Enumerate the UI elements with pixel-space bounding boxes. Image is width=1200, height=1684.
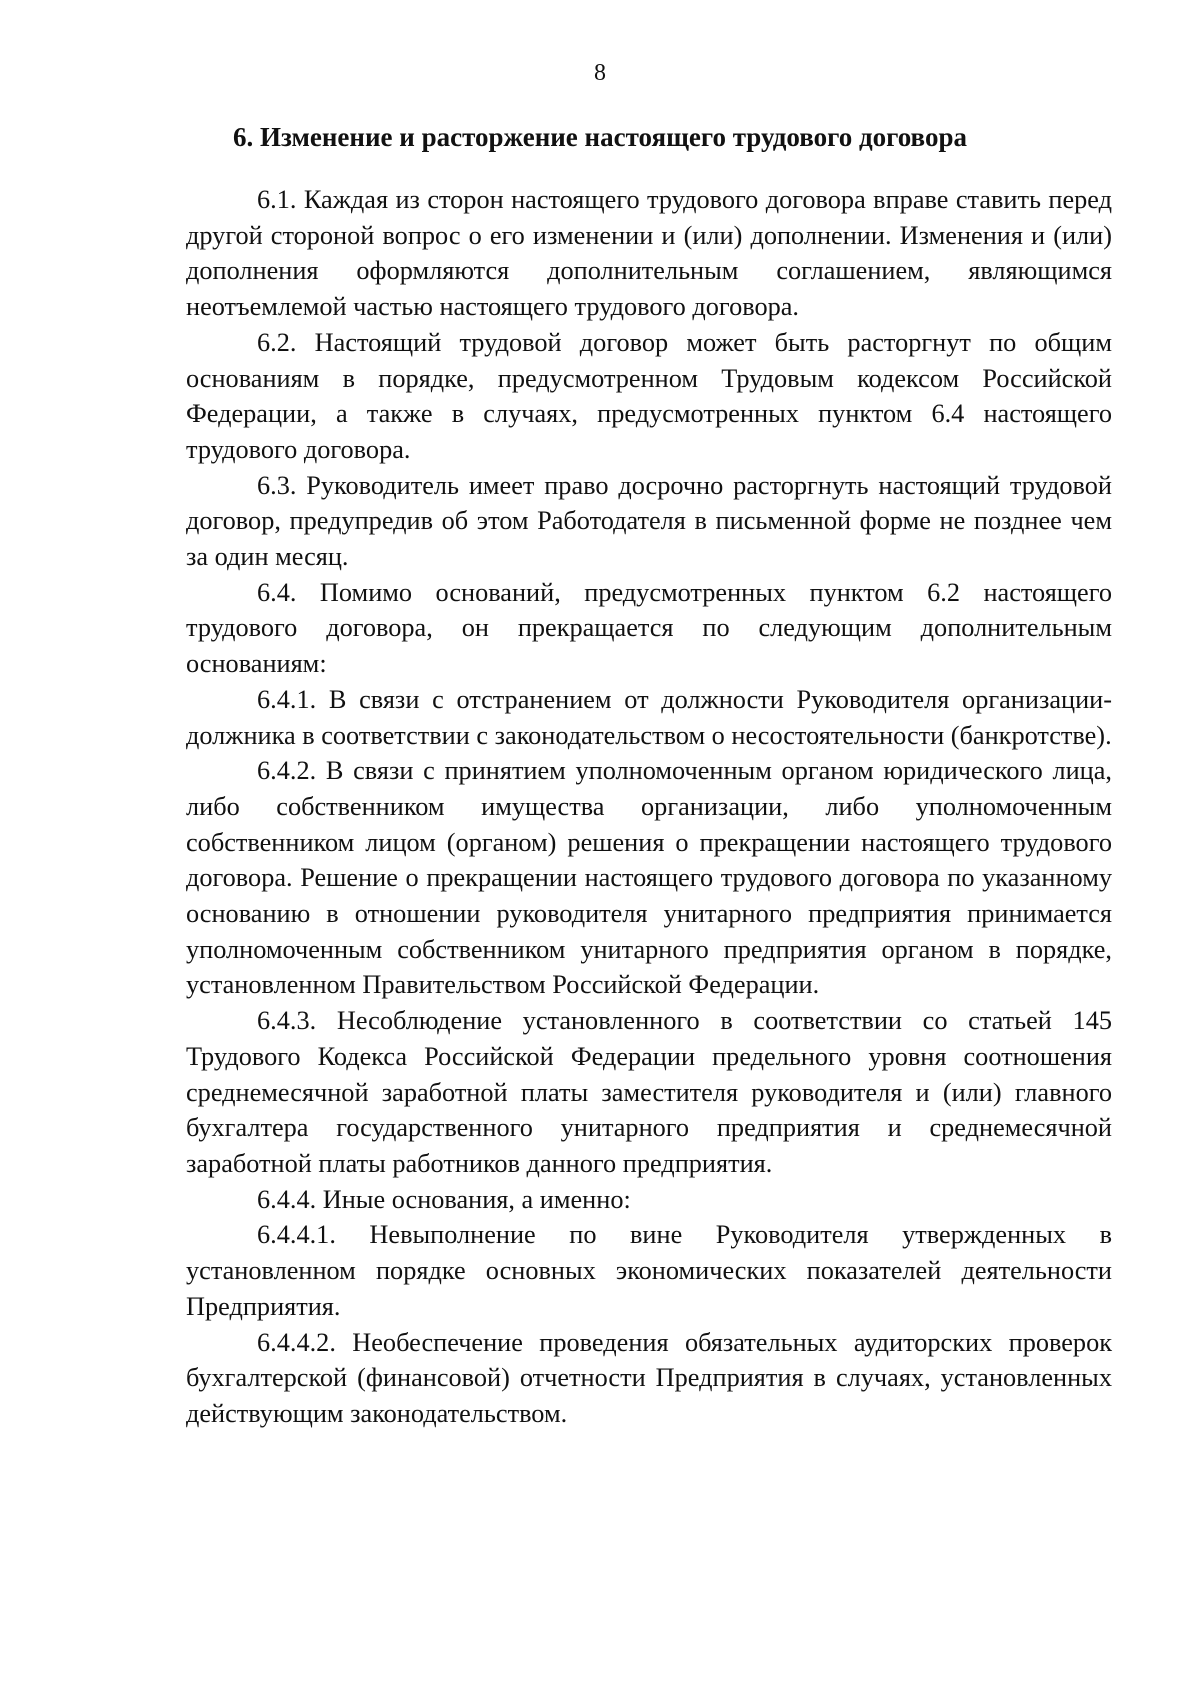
paragraph-6-1: 6.1. Каждая из сторон настоящего трудового договора вправе ставить перед другой стороной вопрос о его изменении и (или) дополнении. Изменения и (или) дополнения оформляются дополнительным соглашением, являющимся неотъемлемой частью настоящего трудового договора.	[186, 185, 1112, 322]
document-body	[186, 182, 1112, 1432]
paragraph-6-4-4-1: 6.4.4.1. Невыполнение по вине Руководителя утвержденных в установленном порядке основных экономических показателей деятельности Предприятия.	[186, 1220, 1112, 1321]
paragraph-6-4: 6.4. Помимо оснований, предусмотренных пунктом 6.2 настоящего трудового договора, он прекращается по следующим дополнительным основаниям:	[186, 577, 1112, 679]
paragraph-6-4-4-2: 6.4.4.2. Необеспечение проведения обязательных аудиторских проверок бухгалтерской (финансовой) отчетности Предприятия в случаях, установленных действующим законодательством.	[186, 1327, 1112, 1428]
page-number: 8	[594, 60, 606, 86]
paragraph-6-2: 6.2. Настоящий трудовой договор может быть расторгнут по общим основаниям в порядке, предусмотренном Трудовым кодексом Российской Федерации, а также в случаях, предусмотренных пунктом 6.4 настоящего трудового договора.	[186, 327, 1112, 464]
paragraph-6-4-4: 6.4.4. Иные основания, а именно:	[257, 1184, 631, 1214]
paragraph-6-3: 6.3. Руководитель имеет право досрочно расторгнуть настоящий трудовой договор, предупредив об этом Работодателя в письменной форме не позднее чем за один месяц.	[186, 470, 1112, 572]
section-heading: 6. Изменение и расторжение настоящего трудового договора	[233, 122, 967, 152]
paragraph-6-4-2: 6.4.2. В связи с принятием уполномоченным органом юридического лица, либо собственником имущества организации, либо уполномоченным собственником лицом (органом) решения о прекращении настоящего трудового договора. Решение о прекращении настоящего трудового договора по указанному основанию в отношении руководителя унитарного предприятия принимается уполномоченным собственником унитарного предприятия органом в порядке, установленном Правительством Российской Федерации.	[186, 756, 1112, 1000]
paragraph-6-4-1: 6.4.1. В связи с отстранением от должности Руководителя организации-должника в соответствии с законодательством о несостоятельности (банкротстве).	[186, 684, 1112, 750]
paragraph-6-4-3: 6.4.3. Несоблюдение установленного в соответствии со статьей 145 Трудового Кодекса Российской Федерации предельного уровня соотношения среднемесячной заработной платы заместителя руководителя и (или) главного бухгалтера государственного унитарного предприятия и среднемесячной заработной платы работников данного предприятия.	[186, 1006, 1112, 1178]
